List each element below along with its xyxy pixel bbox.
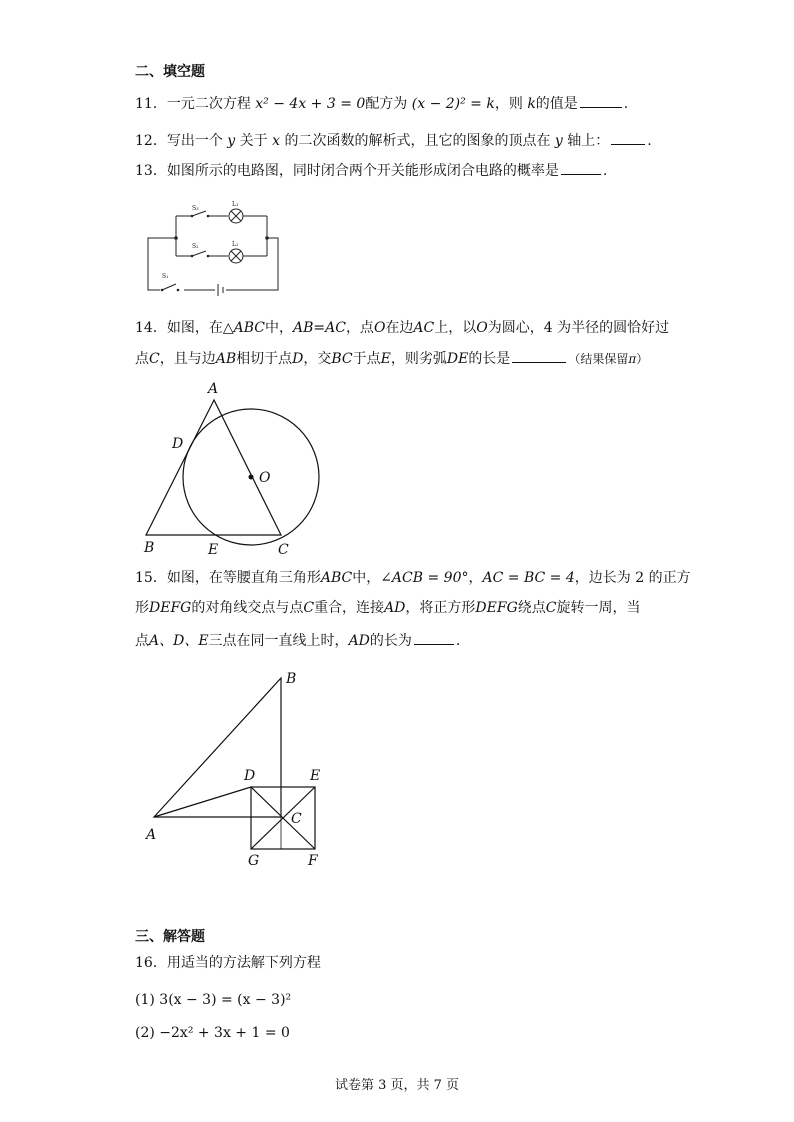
q15-text: 三点在同一直线上时， (208, 633, 349, 649)
question-12 (135, 130, 652, 151)
label-d: D (244, 768, 256, 784)
label-a: A (146, 827, 157, 843)
q11-pre: 一元二次方程 (166, 96, 251, 112)
q14-triangle: ABC (233, 320, 265, 336)
q15-number: 15． (135, 570, 167, 586)
label-s1: S₁ (162, 273, 169, 280)
q14-text: 的长是 (468, 351, 511, 367)
switch-s2 (192, 251, 206, 256)
label-a: A (208, 381, 219, 397)
q11-post: ，则 (494, 96, 523, 112)
q16-part-1: (1) 3(x − 3) = (x − 3)² (135, 992, 292, 1008)
rotating-square-figure (140, 665, 340, 875)
label-b: B (286, 671, 297, 687)
q14-text: 在边 (385, 320, 414, 336)
q14-condition: AB=AC (292, 320, 346, 336)
q11-completed-square: (x − 2)² = k (411, 96, 495, 112)
q15-text: 中， (352, 570, 381, 586)
q16-part-2: (2) −2x² + 3x + 1 = 0 (135, 1025, 290, 1041)
label-c: C (278, 542, 289, 558)
question-15-line-3 (135, 630, 460, 651)
q15-point-c: C (545, 600, 557, 616)
q11-period: . (623, 96, 629, 112)
label-s3: S₃ (192, 205, 199, 212)
q14-point-c: C (149, 351, 160, 367)
segment-ad (154, 787, 251, 817)
q12-p4: 轴上： (567, 133, 610, 149)
q15-text: 绕点 (517, 600, 546, 616)
label-l1: L₁ (232, 201, 239, 208)
q12-period: . (647, 133, 652, 149)
q14-pi: π (628, 352, 637, 366)
question-14-line-2 (135, 348, 648, 369)
q13-answer-blank (561, 160, 601, 175)
question-15-line-2 (135, 598, 640, 618)
label-d: D (172, 436, 184, 452)
q14-note-end: ） (636, 352, 649, 366)
q14-text: ，交 (303, 351, 332, 367)
q14-point-o: O (476, 320, 488, 336)
q15-answer-blank (414, 630, 454, 645)
q11-equation: x² − 4x + 3 = 0 (255, 96, 366, 112)
label-b: B (144, 540, 155, 556)
q12-var-y2: y (554, 133, 563, 149)
section-2-heading: 二、填空题 (135, 64, 205, 80)
q14-text: 点 (135, 351, 149, 367)
section-3-heading: 三、解答题 (135, 929, 205, 945)
q16-number: 16． (135, 955, 167, 971)
q15-point-c: C (303, 600, 315, 616)
q12-number: 12． (135, 133, 167, 149)
label-e: E (208, 542, 219, 558)
q15-text: ， (468, 570, 483, 586)
label-c: C (291, 811, 302, 827)
q13-period: . (602, 163, 608, 179)
q15-angle: ∠ACB = 90° (380, 570, 469, 586)
triangle-abc (154, 678, 281, 817)
q14-text: 上，以 (434, 320, 477, 336)
q15-text: 点 (135, 633, 149, 649)
label-f: F (308, 853, 318, 869)
q15-segment-ad: AD (384, 600, 406, 616)
q12-p3: 的二次函数的解析式，且它的图象的顶点在 (284, 133, 551, 149)
q14-text: 相切于点 (236, 351, 293, 367)
q16-text: 用适当的方法解下列方程 (166, 955, 321, 971)
q15-triangle: ABC (320, 570, 353, 586)
q14-text: 中， (264, 320, 293, 336)
label-g: G (248, 853, 260, 869)
q15-text: 旋转一周，当 (556, 600, 641, 616)
question-16 (135, 953, 321, 973)
q11-answer-blank (580, 93, 622, 108)
question-15-line-1 (135, 568, 691, 588)
q12-answer-blank (611, 130, 645, 145)
label-o: O (259, 470, 271, 486)
q15-period: . (455, 633, 461, 649)
q12-p2: 关于 (239, 133, 268, 149)
q15-text: 如图，在等腰直角三角形 (166, 570, 321, 586)
q15-text: ，将正方形 (405, 600, 476, 616)
q15-text: ，边长为 2 的正方 (574, 570, 691, 586)
q14-number: 14． (135, 320, 167, 336)
q14-text: ，则劣弧 (390, 351, 447, 367)
q14-point-d: D (292, 351, 304, 367)
q14-arc-de: DE (446, 351, 469, 367)
q14-point-e: E (380, 351, 391, 367)
q15-square: DEFG (149, 600, 192, 616)
q12-p1: 写出一个 (166, 133, 223, 149)
q14-side-ab: AB (215, 351, 237, 367)
triangle-circle-figure (138, 378, 338, 560)
q15-square: DEFG (475, 600, 518, 616)
q14-side-bc: BC (331, 351, 353, 367)
q12-var-y: y (227, 133, 236, 149)
q14-text: 为圆心，4 为半径的圆恰好过 (487, 320, 670, 336)
q15-text: 形 (135, 600, 149, 616)
q15-points: A、D、E (149, 633, 209, 649)
q15-segment-ad: AD (348, 633, 370, 649)
q13-number: 13． (135, 163, 167, 179)
question-14-line-1 (135, 318, 669, 338)
page-footer: 试卷第 3 页，共 7 页 (334, 1078, 460, 1093)
circuit-diagram (140, 198, 290, 298)
q12-var-x: x (272, 133, 281, 149)
q11-mid: 配方为 (365, 96, 408, 112)
q14-note: （结果保留 (568, 352, 629, 366)
center-o-point (249, 475, 254, 480)
q15-sides: AC = BC = 4 (482, 570, 575, 586)
q14-text: 于点 (352, 351, 381, 367)
question-13 (135, 160, 607, 181)
q14-text: 如图，在△ (166, 320, 234, 336)
q15-text: 的对角线交点与点 (191, 600, 304, 616)
label-e: E (310, 768, 321, 784)
label-l2: L₂ (232, 241, 239, 248)
q15-text: 的长为 (369, 633, 412, 649)
q14-text: ，且与边 (159, 351, 216, 367)
q13-text: 如图所示的电路图，同时闭合两个开关能形成闭合电路的概率是 (166, 163, 559, 179)
q11-var-k: k (527, 96, 536, 112)
q14-text: ，点 (345, 320, 374, 336)
q14-point-o: O (373, 320, 386, 336)
q14-answer-blank (512, 348, 566, 363)
q11-number: 11． (135, 96, 167, 112)
q11-end: 的值是 (535, 96, 578, 112)
label-s2: S₂ (192, 243, 199, 250)
q15-text: 重合，连接 (314, 600, 385, 616)
circuit-left-wire (148, 238, 215, 290)
q14-side-ac: AC (413, 320, 435, 336)
question-11 (135, 93, 628, 114)
